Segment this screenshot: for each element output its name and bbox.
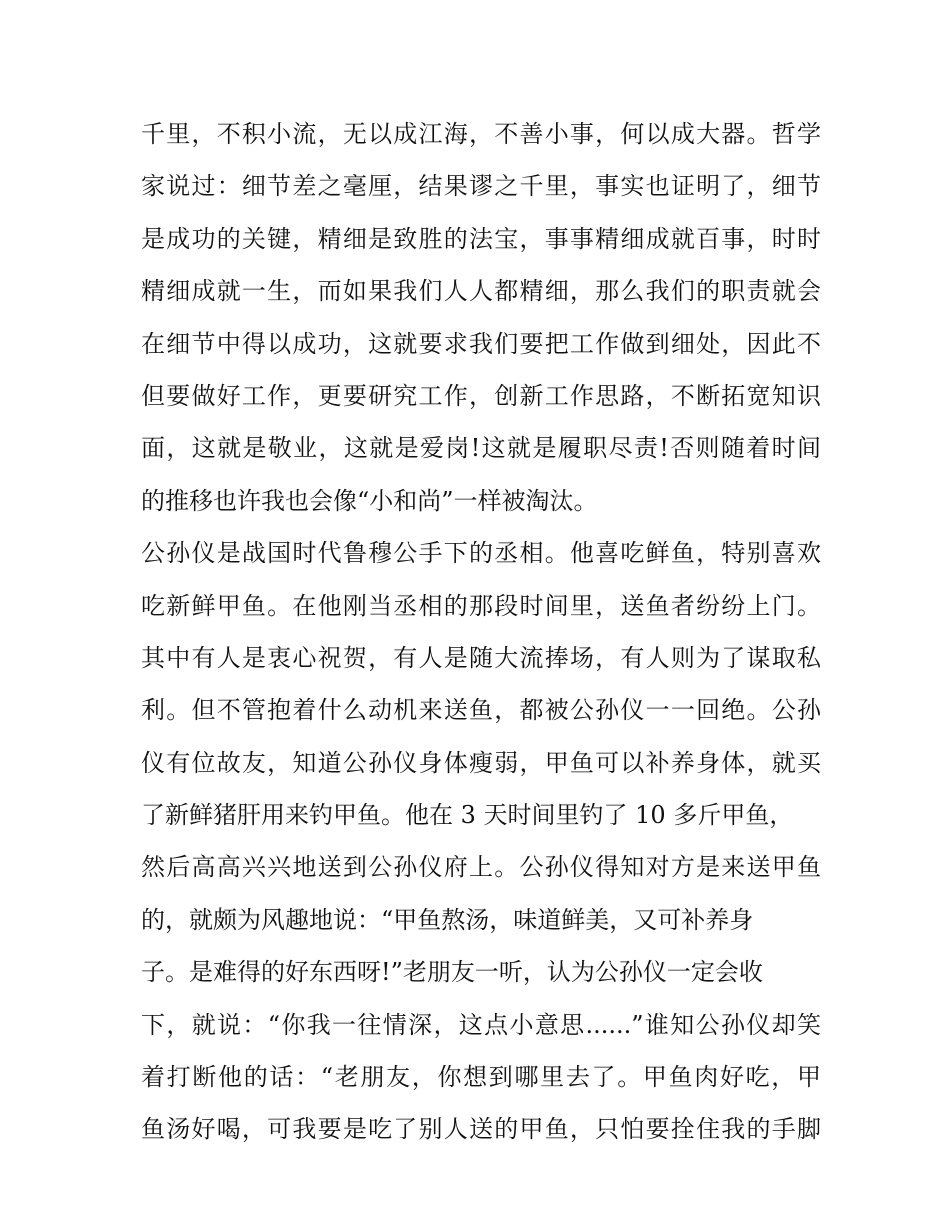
text-line: 然后高高兴兴地送到公孙仪府上。公孙仪得知对方是来送甲鱼 [141,853,821,882]
text-line: 面，这就是敬业，这就是爱岗!这就是履职尽责!否则随着时间 [141,434,821,463]
text-line: 千里，不积小流，无以成江海，不善小事，何以成大器。哲学 [141,120,821,148]
text-line: 公孙仪是战国时代鲁穆公手下的丞相。他喜吃鲜鱼，特别喜欢 [141,539,821,568]
body-text [141,108,821,1156]
text-line: 的，就颇为风趣地说：“甲鱼熬汤，味道鲜美，又可补养身 [141,905,754,934]
paragraph-1 [141,108,821,527]
text-line: 是成功的关键，精细是致胜的法宝，事事精细成就百事，时时 [141,224,821,253]
text-line: 了新鲜猪肝用来钓甲鱼。他在 3 天时间里钓了 10 多斤甲鱼， [141,801,794,830]
text-line: 鱼汤好喝，可我要是吃了别人送的甲鱼，只怕要拴住我的手脚 [141,1115,821,1144]
text-line: 在细节中得以成功，这就要求我们要把工作做到细处，因此不 [141,329,821,358]
text-line: 子。是难得的好东西呀!”老朋友一听，认为公孙仪一定会收 [141,958,763,987]
paragraph-2 [141,527,821,1156]
text-line: 但要做好工作，更要研究工作，创新工作思路，不断拓宽知识 [141,381,821,410]
text-line: 其中有人是衷心祝贺，有人是随大流捧场，有人则为了谋取私 [141,643,821,672]
text-line: 的推移也许我也会像“小和尚”一样被淘汰。 [141,486,598,515]
text-line: 吃新鲜甲鱼。在他刚当丞相的那段时间里，送鱼者纷纷上门。 [141,591,821,620]
text-line: 精细成就一生，而如果我们人人都精细，那么我们的职责就会 [141,277,821,306]
text-line: 利。但不管抱着什么动机来送鱼，都被公孙仪一一回绝。公孙 [141,696,821,725]
text-line: 家说过：细节差之毫厘，结果谬之千里，事实也证明了，细节 [141,172,821,201]
text-line: 仪有位故友，知道公孙仪身体瘦弱，甲鱼可以补养身体，就买 [141,748,821,777]
text-line: 下，就说：“你我一往情深，这点小意思......”谁知公孙仪却笑 [141,1010,821,1039]
text-line: 着打断他的话：“老朋友，你想到哪里去了。甲鱼肉好吃，甲 [141,1063,821,1092]
